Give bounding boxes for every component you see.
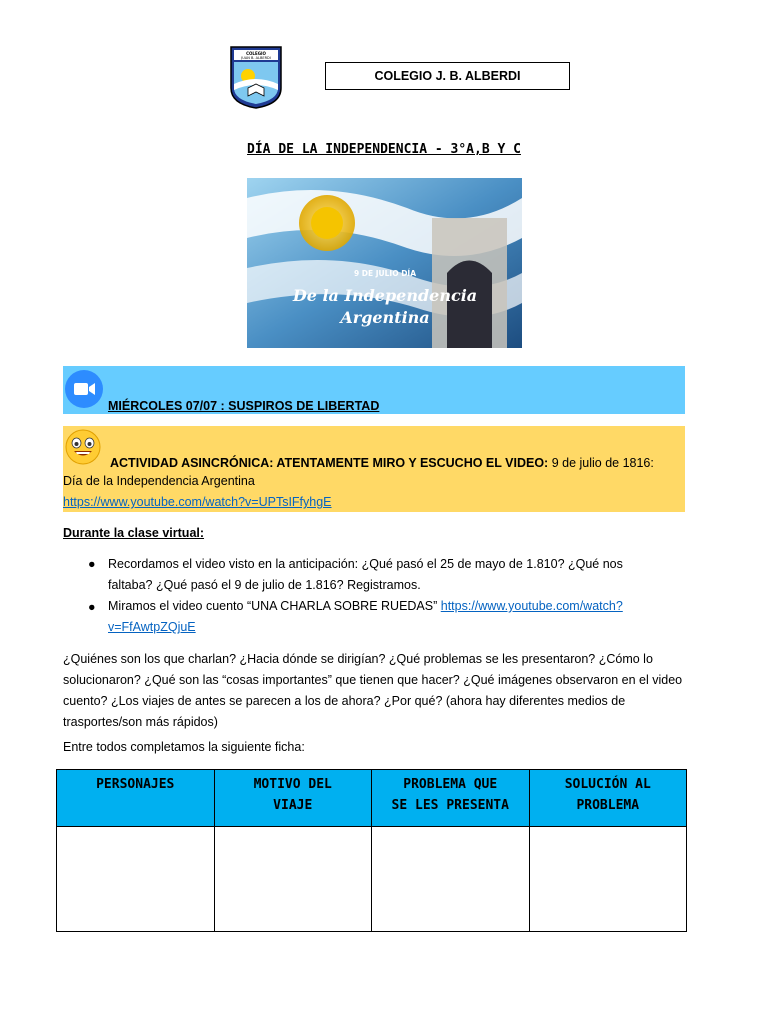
- session-title: MIÉRCOLES 07/07 : SUSPIROS DE LIBERTAD: [108, 399, 380, 413]
- crest-lettering: COLEGIO: [246, 51, 266, 56]
- bullet-item-2-line-1: [108, 596, 688, 617]
- school-crest-logo: [228, 44, 284, 110]
- activity-video-title: Día de la Independencia Argentina: [63, 474, 255, 488]
- header-problema: [372, 770, 530, 827]
- bullet-item-1-line-1: Recordamos el video visto en la anticipación: ¿Qué pasó el 25 de mayo de 1.810? ¿Qué nos: [108, 557, 623, 571]
- header-solucion-l1: SOLUCIÓN AL: [564, 777, 651, 792]
- table-row: [57, 827, 687, 932]
- smiling-face-icon: [64, 428, 102, 466]
- virtual-class-heading: Durante la clase virtual:: [63, 526, 205, 540]
- header-motivo: [214, 770, 372, 827]
- header-solucion-l2: PROBLEMA: [576, 798, 640, 813]
- bullet-item-1-line-2: faltaba? ¿Qué pasó el 9 de julio de 1.816? Registramos.: [108, 578, 421, 592]
- header-motivo-l2: VIAJE: [273, 798, 313, 813]
- activity-video-link[interactable]: https://www.youtube.com/watch?v=UPTsIFfyhgE: [63, 495, 332, 509]
- video-camera-icon: [64, 369, 104, 409]
- cell-solucion[interactable]: [529, 827, 687, 932]
- independence-banner-image: [247, 178, 522, 348]
- header-problema-l1: PROBLEMA QUE: [403, 777, 498, 792]
- page-title: DÍA DE LA INDEPENDENCIA - 3°A,B Y C: [247, 142, 521, 157]
- banner-line-3: Argentina: [340, 308, 430, 327]
- story-video-link[interactable]: https://www.youtube.com/watch?: [440, 599, 623, 613]
- cell-problema[interactable]: [372, 827, 530, 932]
- bullet-item-2-line-2: [108, 617, 688, 638]
- school-name: COLEGIO J. B. ALBERDI: [374, 69, 521, 83]
- questions-paragraph: ¿Quiénes son los que charlan? ¿Hacia dónde se dirigían? ¿Qué problemas se les presentaron? ¿Cómo lo solucionaron? ¿Qué son las “cosas importantes” que tienen que hacer? ¿Qué imágenes observaron en el video cuento? ¿Los viajes de antes se parecen a los de ahora? ¿Por qué? (ahora hay diferentes medios de trasportes/son más rápidos): [63, 652, 683, 729]
- bullet-item-1: [108, 554, 688, 596]
- bullet-marker: ●: [88, 600, 96, 614]
- worksheet-table: [56, 769, 687, 932]
- header-solucion: [529, 770, 687, 827]
- school-name-box: [325, 62, 570, 90]
- cell-personajes[interactable]: [57, 827, 215, 932]
- table-header-row: [57, 770, 687, 827]
- bullet-item-2-text: Miramos el video cuento “UNA CHARLA SOBRE RUEDAS”: [108, 599, 441, 613]
- header-problema-l2: SE LES PRESENTA: [391, 798, 509, 813]
- crest-lettering-2: JUAN B. ALBERDI: [241, 56, 271, 60]
- activity-label: ACTIVIDAD ASINCRÓNICA: ATENTAMENTE MIRO Y ESCUCHO EL VIDEO:: [110, 456, 549, 470]
- header-personajes: [57, 770, 215, 827]
- header-motivo-l1: MOTIVO DEL: [253, 777, 332, 792]
- banner-line-2: De la Independencia: [292, 286, 478, 305]
- activity-line: [110, 456, 654, 470]
- cell-motivo[interactable]: [214, 827, 372, 932]
- banner-line-1: 9 DE JULIO DÍA: [353, 269, 417, 278]
- bullet-marker: ●: [88, 557, 96, 571]
- header-personajes-l1: PERSONAJES: [96, 777, 175, 792]
- bullet-item-2: [108, 596, 688, 638]
- story-video-link-cont[interactable]: v=FfAwtpZQjuE: [108, 620, 196, 634]
- activity-date: 9 de julio de 1816:: [548, 456, 654, 470]
- table-intro: Entre todos completamos la siguiente ficha:: [63, 740, 305, 754]
